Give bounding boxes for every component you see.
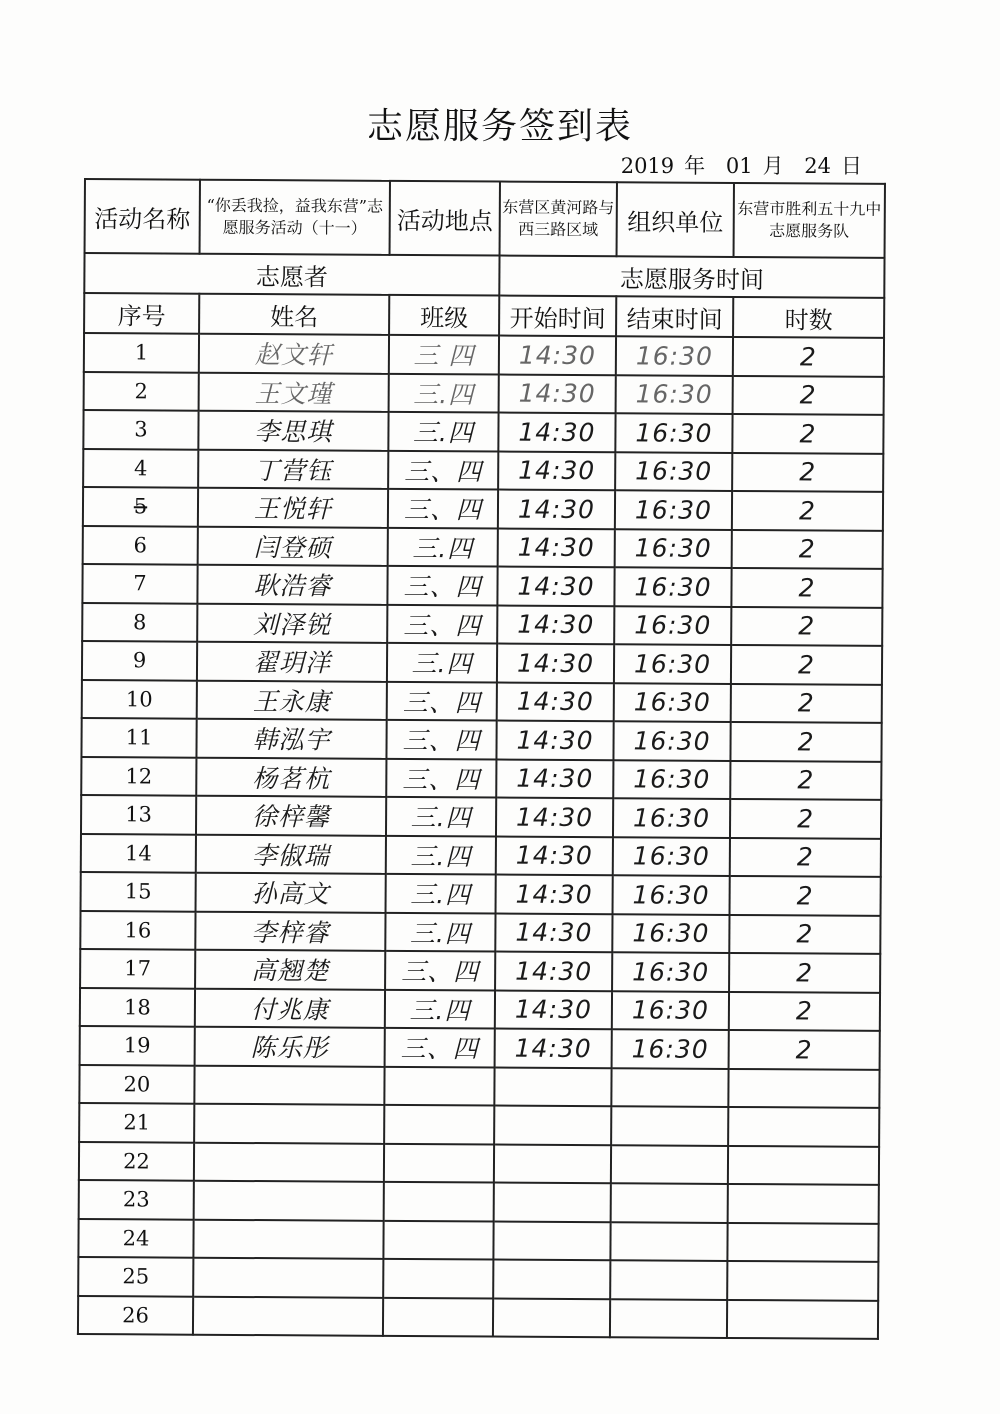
cell-class bbox=[383, 1220, 493, 1259]
cell-end: 16:30 bbox=[615, 452, 732, 491]
cell-end: 16:30 bbox=[613, 875, 730, 914]
cell-start bbox=[493, 1298, 610, 1337]
cell-class: 三、四 bbox=[386, 758, 496, 797]
cell-hours bbox=[727, 1222, 878, 1261]
cell-end: 16:30 bbox=[612, 914, 729, 953]
cell-index: 7 bbox=[82, 564, 197, 603]
cell-class bbox=[384, 1143, 494, 1182]
cell-hours: 2 bbox=[733, 337, 884, 376]
cell-class bbox=[383, 1297, 493, 1336]
cell-start: 14:30 bbox=[496, 759, 613, 798]
cell-end bbox=[611, 1183, 728, 1222]
section-header-row bbox=[84, 253, 884, 298]
cell-name: 陈乐彤 bbox=[195, 1027, 385, 1067]
table-row bbox=[81, 833, 881, 876]
date-month: 01 bbox=[725, 154, 753, 178]
cell-start: 14:30 bbox=[497, 605, 614, 644]
table-row bbox=[82, 641, 882, 684]
cell-end: 16:30 bbox=[612, 991, 729, 1030]
cell-class: 三、四 bbox=[387, 566, 497, 605]
cell-index: 11 bbox=[81, 718, 196, 757]
cell-class: 三、四 bbox=[387, 681, 497, 720]
cell-class: 三.四 bbox=[385, 989, 495, 1028]
cell-index: 22 bbox=[79, 1141, 194, 1180]
cell-class: 三、四 bbox=[388, 450, 498, 489]
column-header-end: 结束时间 bbox=[616, 296, 733, 337]
cell-hours bbox=[727, 1299, 878, 1338]
cell-name: 杨茗杭 bbox=[196, 757, 386, 797]
cell-name: 孙高文 bbox=[196, 873, 386, 913]
cell-index: 12 bbox=[81, 756, 196, 795]
cell-end: 16:30 bbox=[614, 606, 731, 645]
cell-index: 14 bbox=[81, 833, 196, 872]
cell-name: 王永康 bbox=[197, 680, 387, 720]
cell-index: 19 bbox=[80, 1026, 195, 1065]
cell-index: 3 bbox=[83, 410, 198, 449]
table-row bbox=[83, 487, 883, 530]
cell-hours: 2 bbox=[729, 1030, 880, 1069]
table-row bbox=[80, 987, 880, 1030]
cell-end: 16:30 bbox=[613, 721, 730, 760]
cell-class: 三、四 bbox=[388, 489, 498, 528]
cell-name: 刘泽锐 bbox=[197, 603, 387, 643]
volunteer-section-header: 志愿者 bbox=[84, 253, 499, 296]
date-day: 24 bbox=[804, 154, 831, 178]
cell-index: 4 bbox=[83, 449, 198, 488]
cell-start bbox=[494, 1144, 611, 1183]
table-row bbox=[84, 333, 884, 376]
cell-name: 王悦轩 bbox=[198, 488, 388, 528]
cell-start: 14:30 bbox=[498, 413, 615, 452]
cell-name bbox=[193, 1258, 383, 1298]
cell-index: 1 bbox=[84, 333, 199, 372]
cell-hours: 2 bbox=[733, 375, 884, 414]
cell-name bbox=[194, 1104, 384, 1144]
cell-start: 14:30 bbox=[499, 374, 616, 413]
cell-class: 三、四 bbox=[385, 951, 495, 990]
cell-end: 16:30 bbox=[615, 529, 732, 568]
cell-start: 14:30 bbox=[496, 836, 613, 875]
cell-hours bbox=[727, 1261, 878, 1300]
cell-index: 2 bbox=[84, 372, 199, 411]
cell-hours: 2 bbox=[732, 491, 883, 530]
cell-name: 王文瑾 bbox=[199, 372, 389, 412]
cell-index: 8 bbox=[82, 602, 197, 641]
organizer-label: 组织单位 bbox=[617, 182, 734, 257]
cell-hours: 2 bbox=[729, 914, 880, 953]
cell-start: 14:30 bbox=[496, 721, 613, 760]
cell-start bbox=[494, 1067, 611, 1106]
location-label: 活动地点 bbox=[390, 181, 500, 256]
table-row bbox=[81, 872, 881, 915]
cell-hours: 2 bbox=[732, 529, 883, 568]
cell-class: 三、四 bbox=[387, 604, 497, 643]
table-row bbox=[82, 679, 882, 722]
cell-name bbox=[193, 1296, 383, 1336]
table-row bbox=[83, 449, 883, 492]
cell-class bbox=[384, 1066, 494, 1105]
cell-hours: 2 bbox=[730, 876, 881, 915]
cell-name bbox=[194, 1065, 384, 1105]
cell-index: 10 bbox=[82, 679, 197, 718]
cell-hours: 2 bbox=[731, 645, 882, 684]
column-header-hours: 时数 bbox=[733, 297, 884, 338]
cell-end bbox=[611, 1068, 728, 1107]
cell-hours bbox=[728, 1184, 879, 1223]
column-header-start: 开始时间 bbox=[499, 296, 616, 337]
table-row bbox=[79, 1180, 879, 1223]
cell-class: 三.四 bbox=[386, 797, 496, 836]
table-row bbox=[81, 756, 881, 799]
cell-start: 14:30 bbox=[496, 798, 613, 837]
cell-end bbox=[610, 1299, 727, 1338]
cell-name: 丁营钰 bbox=[198, 449, 388, 489]
cell-hours: 2 bbox=[731, 683, 882, 722]
cell-hours: 2 bbox=[729, 953, 880, 992]
cell-index: 25 bbox=[78, 1257, 193, 1296]
cell-end: 16:30 bbox=[612, 1029, 729, 1068]
cell-class: 三.四 bbox=[389, 373, 499, 412]
organizer-value: 东营市胜利五十九中志愿服务队 bbox=[734, 183, 885, 258]
cell-start: 14:30 bbox=[495, 913, 612, 952]
cell-start: 14:30 bbox=[498, 451, 615, 490]
cell-hours: 2 bbox=[730, 799, 881, 838]
cell-name bbox=[194, 1142, 384, 1182]
cell-name: 耿浩睿 bbox=[197, 565, 387, 605]
cell-start: 14:30 bbox=[497, 682, 614, 721]
cell-class bbox=[384, 1182, 494, 1221]
cell-end: 16:30 bbox=[613, 760, 730, 799]
column-header-name: 姓名 bbox=[199, 294, 389, 335]
activity-info-row bbox=[85, 179, 885, 258]
cell-end: 16:30 bbox=[613, 798, 730, 837]
cell-index: 17 bbox=[80, 949, 195, 988]
table-row bbox=[82, 564, 882, 607]
cell-name: 韩泓宇 bbox=[196, 719, 386, 759]
cell-end: 16:30 bbox=[615, 490, 732, 529]
cell-name: 徐梓馨 bbox=[196, 796, 386, 836]
cell-index: 6 bbox=[83, 525, 198, 564]
cell-name bbox=[193, 1219, 383, 1259]
cell-index: 15 bbox=[81, 872, 196, 911]
cell-start: 14:30 bbox=[499, 336, 616, 375]
cell-class: 三 四 bbox=[389, 335, 499, 374]
table-row bbox=[78, 1295, 878, 1338]
cell-end: 16:30 bbox=[616, 336, 733, 375]
date-day-unit: 日 bbox=[841, 154, 862, 178]
cell-index: 23 bbox=[79, 1180, 194, 1219]
cell-class bbox=[384, 1105, 494, 1144]
cell-hours: 2 bbox=[730, 760, 881, 799]
cell-end bbox=[611, 1106, 728, 1145]
cell-end: 16:30 bbox=[614, 683, 731, 722]
cell-index: 18 bbox=[80, 987, 195, 1026]
table-row bbox=[83, 525, 883, 568]
cell-class: 三.四 bbox=[386, 874, 496, 913]
date-year-unit: 年 bbox=[684, 154, 706, 178]
cell-hours: 2 bbox=[732, 414, 883, 453]
table-row bbox=[79, 1103, 879, 1146]
cell-start: 14:30 bbox=[497, 644, 614, 683]
cell-class: 三.四 bbox=[386, 835, 496, 874]
cell-start: 14:30 bbox=[498, 490, 615, 529]
cell-end: 16:30 bbox=[612, 952, 729, 991]
cell-hours bbox=[728, 1107, 879, 1146]
cell-class: 三、四 bbox=[386, 720, 496, 759]
cell-class: 三、四 bbox=[385, 1028, 495, 1067]
cell-name: 李俶瑞 bbox=[196, 834, 386, 874]
table-row bbox=[81, 718, 881, 761]
cell-start bbox=[494, 1106, 611, 1145]
table-row bbox=[84, 372, 884, 415]
cell-class bbox=[383, 1259, 493, 1298]
cell-end: 16:30 bbox=[614, 644, 731, 683]
cell-start: 14:30 bbox=[495, 990, 612, 1029]
cell-end: 16:30 bbox=[615, 413, 732, 452]
cell-end bbox=[610, 1222, 727, 1261]
cell-end: 16:30 bbox=[616, 375, 733, 414]
cell-name: 赵文轩 bbox=[199, 334, 389, 374]
cell-class: 三.四 bbox=[387, 643, 497, 682]
cell-index: 26 bbox=[78, 1295, 193, 1334]
cell-start bbox=[493, 1260, 610, 1299]
cell-class: 三.四 bbox=[385, 912, 495, 951]
cell-hours: 2 bbox=[729, 991, 880, 1030]
cell-hours: 2 bbox=[731, 606, 882, 645]
cell-name: 闫登硕 bbox=[198, 526, 388, 566]
cell-hours: 2 bbox=[730, 837, 881, 876]
column-header-class: 班级 bbox=[389, 295, 499, 336]
table-row bbox=[81, 795, 881, 838]
cell-hours: 2 bbox=[731, 568, 882, 607]
cell-index: 13 bbox=[81, 795, 196, 834]
table-row bbox=[80, 949, 880, 992]
cell-start: 14:30 bbox=[497, 567, 614, 606]
location-value: 东营区黄河路与西三路区域 bbox=[500, 182, 617, 257]
cell-index: 5 bbox=[83, 487, 198, 526]
table-row bbox=[78, 1218, 878, 1261]
cell-end bbox=[611, 1145, 728, 1184]
cell-name bbox=[194, 1181, 384, 1221]
cell-index: 16 bbox=[80, 910, 195, 949]
cell-start: 14:30 bbox=[496, 875, 613, 914]
table-row bbox=[78, 1257, 878, 1300]
cell-hours: 2 bbox=[732, 452, 883, 491]
table-row bbox=[80, 1026, 880, 1069]
column-header-index: 序号 bbox=[84, 293, 199, 334]
activity-name-value: “你丢我捡，益我东营”志愿服务活动（十一） bbox=[200, 180, 390, 255]
table-row bbox=[80, 910, 880, 953]
cell-start: 14:30 bbox=[498, 528, 615, 567]
cell-start bbox=[493, 1221, 610, 1260]
cell-class: 三.四 bbox=[388, 527, 498, 566]
table-row bbox=[79, 1141, 879, 1184]
cell-hours bbox=[728, 1145, 879, 1184]
cell-start: 14:30 bbox=[495, 1029, 612, 1068]
date-month-unit: 月 bbox=[762, 154, 784, 178]
cell-class: 三.四 bbox=[388, 412, 498, 451]
cell-index: 21 bbox=[79, 1103, 194, 1142]
cell-end: 16:30 bbox=[614, 567, 731, 606]
cell-name: 李思琪 bbox=[198, 411, 388, 451]
table-row bbox=[79, 1064, 879, 1107]
signin-table bbox=[77, 178, 886, 1340]
date-year: 2019 bbox=[620, 154, 675, 178]
cell-index: 9 bbox=[82, 641, 197, 680]
page-title: 志愿服务签到表 bbox=[366, 106, 633, 147]
cell-start bbox=[494, 1183, 611, 1222]
cell-name: 付兆康 bbox=[195, 988, 385, 1028]
table-row bbox=[82, 602, 882, 645]
cell-index: 24 bbox=[78, 1218, 193, 1257]
cell-end: 16:30 bbox=[613, 837, 730, 876]
cell-start: 14:30 bbox=[495, 952, 612, 991]
cell-hours bbox=[728, 1068, 879, 1107]
cell-name: 翟玥洋 bbox=[197, 642, 387, 682]
service-time-section-header: 志愿服务时间 bbox=[499, 256, 884, 298]
column-header-row bbox=[84, 293, 884, 338]
date-line bbox=[621, 150, 862, 180]
cell-hours: 2 bbox=[730, 722, 881, 761]
cell-name: 高翘楚 bbox=[195, 950, 385, 990]
cell-index: 20 bbox=[79, 1064, 194, 1103]
table-row bbox=[83, 410, 883, 453]
cell-end bbox=[610, 1260, 727, 1299]
cell-name: 李梓睿 bbox=[195, 911, 385, 951]
activity-name-label: 活动名称 bbox=[85, 179, 200, 254]
